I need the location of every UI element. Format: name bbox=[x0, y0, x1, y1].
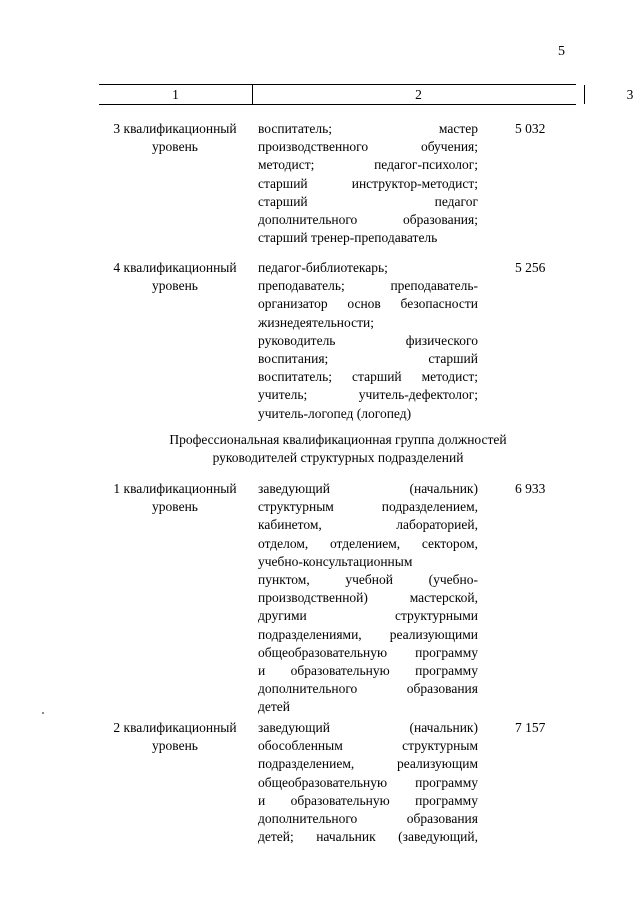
level-line: 2 квалификационный bbox=[113, 720, 237, 735]
position-line bbox=[258, 350, 478, 368]
position-word: (заведующий, bbox=[398, 829, 478, 845]
position-word: образовательную bbox=[290, 663, 390, 679]
position-line bbox=[258, 332, 478, 350]
level-line: уровень bbox=[152, 738, 198, 753]
position-word: учебной bbox=[345, 572, 393, 588]
position-word: организатор bbox=[258, 296, 328, 312]
position-word: образования; bbox=[403, 212, 478, 228]
position-word: структурным bbox=[258, 499, 334, 515]
position-word: инструктор-методист; bbox=[351, 175, 478, 191]
position-word: обособленным bbox=[258, 738, 343, 754]
group-title bbox=[100, 431, 576, 467]
group-title-line-2: руководителей структурных подразделений bbox=[212, 450, 464, 465]
position-word: общеобразовательную bbox=[258, 644, 388, 660]
position-line bbox=[258, 405, 478, 423]
position-line bbox=[258, 480, 478, 498]
position-word: учитель-дефектолог; bbox=[358, 387, 478, 403]
position-word: производственной) bbox=[258, 590, 368, 606]
level-line: уровень bbox=[152, 139, 198, 154]
position-word: другими bbox=[258, 608, 307, 624]
position-word: программу bbox=[415, 644, 478, 660]
position-word: образовательную bbox=[290, 792, 390, 808]
position-word: программу bbox=[415, 663, 478, 679]
position-line bbox=[258, 589, 478, 607]
position-word: сектором, bbox=[421, 535, 478, 551]
positions-list bbox=[258, 719, 478, 846]
position-line bbox=[258, 792, 478, 810]
position-line bbox=[258, 644, 478, 662]
salary-value: 5 032 bbox=[515, 121, 546, 136]
positions-list bbox=[258, 120, 478, 247]
position-line bbox=[258, 828, 478, 846]
position-line bbox=[258, 571, 478, 589]
position-word: старший тренер-преподаватель bbox=[258, 230, 438, 246]
position-word: и bbox=[258, 663, 266, 679]
positions-list bbox=[258, 480, 478, 717]
position-word: мастер bbox=[438, 121, 478, 136]
position-word: отделением, bbox=[329, 535, 401, 551]
position-line bbox=[258, 314, 478, 332]
position-line bbox=[258, 680, 478, 698]
position-word: детей; bbox=[258, 829, 294, 845]
position-word: заведующий bbox=[258, 720, 330, 735]
position-word: педагог bbox=[434, 193, 478, 209]
position-word: программу bbox=[415, 774, 478, 790]
position-line bbox=[258, 175, 478, 193]
level-line: уровень bbox=[152, 499, 198, 514]
position-line bbox=[258, 120, 478, 138]
position-word: старший bbox=[258, 175, 308, 191]
position-line bbox=[258, 755, 478, 773]
position-word: подразделением, bbox=[381, 499, 478, 515]
position-word: учитель; bbox=[258, 387, 308, 403]
position-line bbox=[258, 193, 478, 211]
position-word: (начальник) bbox=[409, 481, 478, 496]
position-line bbox=[258, 498, 478, 516]
position-word: лабораторией, bbox=[396, 517, 478, 533]
position-line bbox=[258, 698, 478, 716]
level-line: уровень bbox=[152, 278, 198, 293]
page-number: 5 bbox=[558, 44, 565, 59]
position-word: подразделениями, bbox=[258, 626, 362, 642]
qualification-level bbox=[100, 480, 250, 516]
position-line bbox=[258, 368, 478, 386]
position-word: преподаватель- bbox=[390, 278, 478, 294]
position-word: детей bbox=[258, 699, 290, 715]
header-col-1: 1 bbox=[99, 85, 253, 104]
position-word: педагог-психолог; bbox=[374, 157, 478, 173]
salary-value: 6 933 bbox=[515, 481, 546, 496]
position-word: старший bbox=[258, 193, 308, 209]
position-word: жизнедеятельности; bbox=[258, 314, 374, 330]
position-line bbox=[258, 662, 478, 680]
salary-value: 5 256 bbox=[515, 260, 546, 275]
position-word: дополнительного bbox=[258, 811, 358, 827]
position-line bbox=[258, 626, 478, 644]
position-word: основ bbox=[347, 296, 381, 312]
position-word: (начальник) bbox=[409, 720, 478, 735]
position-line bbox=[258, 211, 478, 229]
position-word: кабинетом, bbox=[258, 517, 322, 533]
position-word: пунктом, bbox=[258, 572, 310, 588]
qualification-level bbox=[100, 120, 250, 156]
qualification-level bbox=[100, 259, 250, 295]
position-line bbox=[258, 277, 478, 295]
position-line bbox=[258, 138, 478, 156]
position-word: реализующим bbox=[396, 756, 478, 772]
header-col-2: 2 bbox=[253, 85, 585, 104]
position-word: и bbox=[258, 792, 266, 808]
position-word: обучения; bbox=[420, 139, 478, 155]
position-line bbox=[258, 516, 478, 534]
position-word: физического bbox=[405, 332, 478, 348]
position-line bbox=[258, 386, 478, 404]
position-word: мастерской, bbox=[409, 590, 478, 606]
position-word: дополнительного bbox=[258, 212, 358, 228]
position-line bbox=[258, 774, 478, 792]
position-word: руководитель bbox=[258, 332, 336, 348]
level-line: 4 квалификационный bbox=[113, 260, 237, 275]
scan-speck bbox=[42, 712, 44, 714]
level-line: 3 квалификационный bbox=[113, 121, 237, 136]
position-word: отделом, bbox=[258, 535, 309, 551]
position-word: воспитатель; bbox=[258, 121, 333, 136]
group-title-line-1: Профессиональная квалификационная группа должностей bbox=[169, 432, 507, 447]
position-word: заведующий bbox=[258, 481, 330, 496]
position-word: педагог-библиотекарь; bbox=[258, 260, 388, 275]
position-line bbox=[258, 810, 478, 828]
position-word: учебно-консультационным bbox=[258, 553, 413, 569]
position-word: (учебно- bbox=[428, 572, 478, 588]
position-line bbox=[258, 295, 478, 313]
position-word: методист; bbox=[258, 157, 315, 173]
level-line: 1 квалификационный bbox=[113, 481, 237, 496]
position-line bbox=[258, 719, 478, 737]
position-word: структурным bbox=[402, 738, 478, 754]
position-line bbox=[258, 607, 478, 625]
position-word: подразделением, bbox=[258, 756, 355, 772]
position-line bbox=[258, 535, 478, 553]
position-word: образования bbox=[406, 811, 478, 827]
position-word: воспитатель; bbox=[258, 369, 333, 385]
position-line bbox=[258, 229, 478, 247]
qualification-level bbox=[100, 719, 250, 755]
position-word: общеобразовательную bbox=[258, 774, 388, 790]
table-header bbox=[99, 84, 634, 105]
position-word: воспитания; bbox=[258, 351, 329, 367]
position-word: методист; bbox=[421, 369, 478, 385]
position-word: старший bbox=[352, 369, 402, 385]
position-line bbox=[258, 156, 478, 174]
position-word: программу bbox=[415, 792, 478, 808]
position-word: производственного bbox=[258, 139, 369, 155]
salary-value: 7 157 bbox=[515, 720, 546, 735]
position-word: начальник bbox=[316, 829, 376, 845]
position-word: учитель-логопед (логопед) bbox=[258, 405, 412, 421]
position-line bbox=[258, 553, 478, 571]
position-word: реализующими bbox=[389, 626, 478, 642]
position-word: дополнительного bbox=[258, 681, 358, 697]
position-word: образования bbox=[406, 681, 478, 697]
position-word: безопасности bbox=[400, 296, 478, 312]
position-word: старший bbox=[428, 351, 478, 367]
position-line bbox=[258, 737, 478, 755]
position-word: преподаватель; bbox=[258, 278, 345, 294]
position-word: структурными bbox=[394, 608, 478, 624]
header-col-3: 3 bbox=[626, 87, 634, 102]
positions-list bbox=[258, 259, 478, 423]
position-line bbox=[258, 259, 478, 277]
